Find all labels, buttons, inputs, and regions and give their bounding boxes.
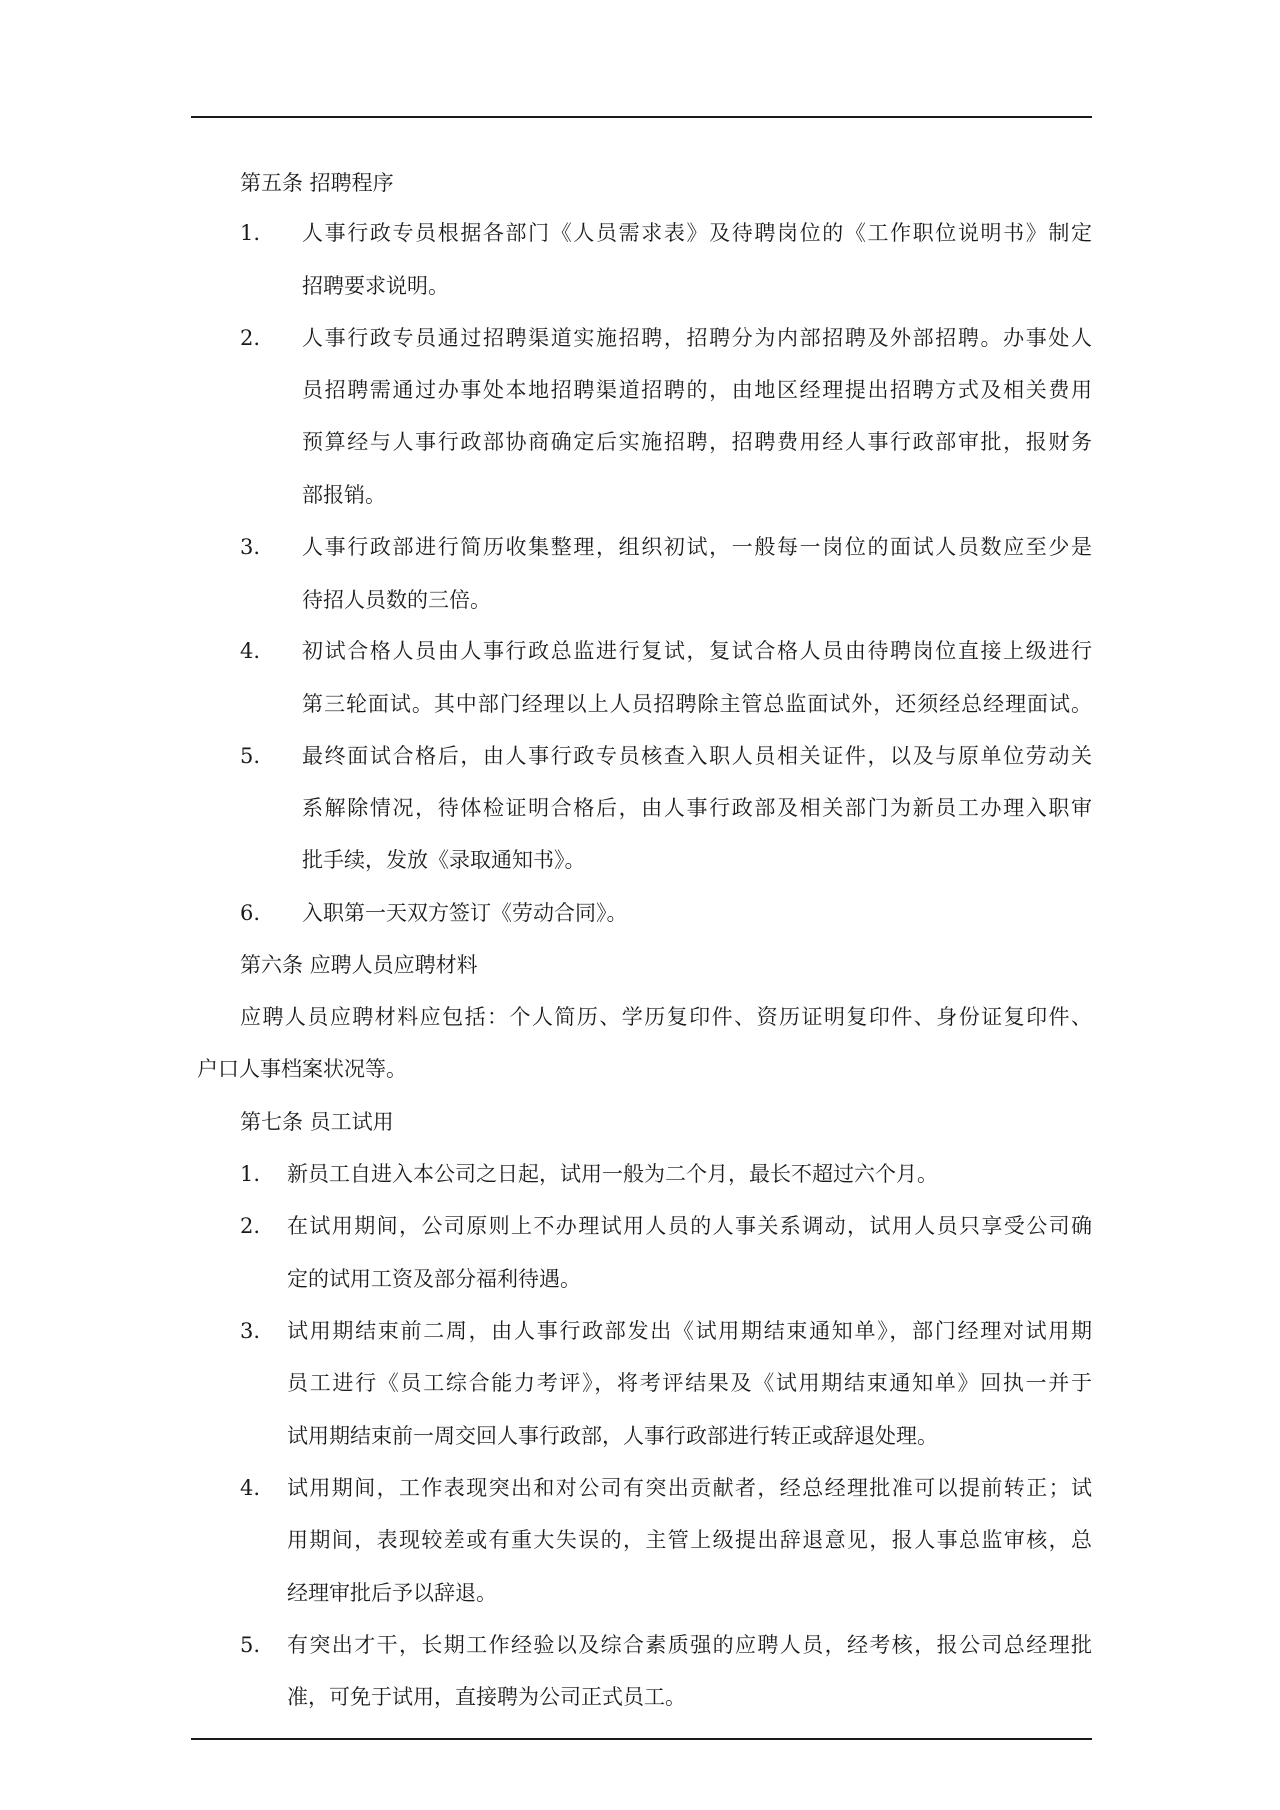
article7-item1-number: 1. — [240, 1162, 261, 1186]
article5-item3-line2: 待招人员数的三倍。 — [302, 588, 491, 612]
article5-item4-line1: 初试合格人员由人事行政总监进行复试，复试合格人员由待聘岗位直接上级进行 — [302, 639, 1092, 663]
footer-rule — [191, 1738, 1092, 1740]
article5-item4-number: 4. — [240, 639, 261, 663]
article7-item3-line2: 员工进行《员工综合能力考评》，将考评结果及《试用期结束通知单》回执一并于 — [287, 1371, 1092, 1395]
article7-item4-line1: 试用期间，工作表现突出和对公司有突出贡献者，经总经理批准可以提前转正；试 — [287, 1476, 1092, 1500]
article7-item5-number: 5. — [240, 1633, 261, 1657]
article6-line2: 户口人事档案状况等。 — [197, 1057, 407, 1081]
article7-item2-line1: 在试用期间，公司原则上不办理试用人员的人事关系调动，试用人员只享受公司确 — [287, 1214, 1092, 1238]
article5-item2-line4: 部报销。 — [302, 483, 386, 507]
article5-item1-line2: 招聘要求说明。 — [302, 274, 449, 298]
article5-item5-line3: 批手续，发放《录取通知书》。 — [302, 848, 586, 872]
article6-heading: 第六条 应聘人员应聘材料 — [240, 953, 478, 977]
article7-item5-line2: 准，可免于试用，直接聘为公司正式员工。 — [287, 1685, 686, 1709]
article7-item3-number: 3. — [240, 1319, 261, 1343]
article7-item3-line3: 试用期结束前一周交回人事行政部，人事行政部进行转正或辞退处理。 — [287, 1424, 938, 1448]
article5-item5-line2: 系解除情况，待体检证明合格后，由人事行政部及相关部门为新员工办理入职审 — [302, 796, 1092, 820]
article7-item4-number: 4. — [240, 1476, 261, 1500]
article5-item2-number: 2. — [240, 326, 261, 350]
article5-item5-number: 5. — [240, 744, 261, 768]
article5-item1-line1: 人事行政专员根据各部门《人员需求表》及待聘岗位的《工作职位说明书》制定 — [302, 221, 1092, 245]
article7-item2-number: 2. — [240, 1214, 261, 1238]
article5-item5-line1: 最终面试合格后，由人事行政专员核查入职人员相关证件，以及与原单位劳动关 — [302, 744, 1092, 768]
article7-item3-line1: 试用期结束前二周，由人事行政部发出《试用期结束通知单》，部门经理对试用期 — [287, 1319, 1092, 1343]
article5-item1-number: 1. — [240, 221, 261, 245]
header-rule — [191, 116, 1092, 118]
article5-item3-line1: 人事行政部进行简历收集整理，组织初试，一般每一岗位的面试人员数应至少是 — [302, 535, 1092, 559]
article7-item2-line2: 定的试用工资及部分福利待遇。 — [287, 1267, 581, 1291]
article5-item2-line1: 人事行政专员通过招聘渠道实施招聘，招聘分为内部招聘及外部招聘。办事处人 — [302, 326, 1092, 350]
article7-item4-line3: 经理审批后予以辞退。 — [287, 1581, 497, 1605]
article7-item4-line2: 用期间，表现较差或有重大失误的，主管上级提出辞退意见，报人事总监审核，总 — [287, 1528, 1092, 1552]
article5-item3-number: 3. — [240, 535, 261, 559]
article7-heading: 第七条 员工试用 — [240, 1110, 394, 1134]
article6-line1: 应聘人员应聘材料应包括：个人简历、学历复印件、资历证明复印件、身份证复印件、 — [240, 1005, 1092, 1029]
article7-item1-line1: 新员工自进入本公司之日起，试用一般为二个月，最长不超过六个月。 — [287, 1162, 938, 1186]
article5-item6-line1: 入职第一天双方签订《劳动合同》。 — [302, 901, 628, 925]
article7-item5-line1: 有突出才干，长期工作经验以及综合素质强的应聘人员，经考核，报公司总经理批 — [287, 1633, 1092, 1657]
article5-item2-line2: 员招聘需通过办事处本地招聘渠道招聘的，由地区经理提出招聘方式及相关费用 — [302, 378, 1092, 402]
article5-item6-number: 6. — [240, 901, 261, 925]
article5-heading: 第五条 招聘程序 — [240, 171, 394, 195]
article5-item2-line3: 预算经与人事行政部协商确定后实施招聘，招聘费用经人事行政部审批，报财务 — [302, 430, 1092, 454]
article5-item4-line2: 第三轮面试。其中部门经理以上人员招聘除主管总监面试外，还须经总经理面试。 — [302, 692, 1092, 716]
